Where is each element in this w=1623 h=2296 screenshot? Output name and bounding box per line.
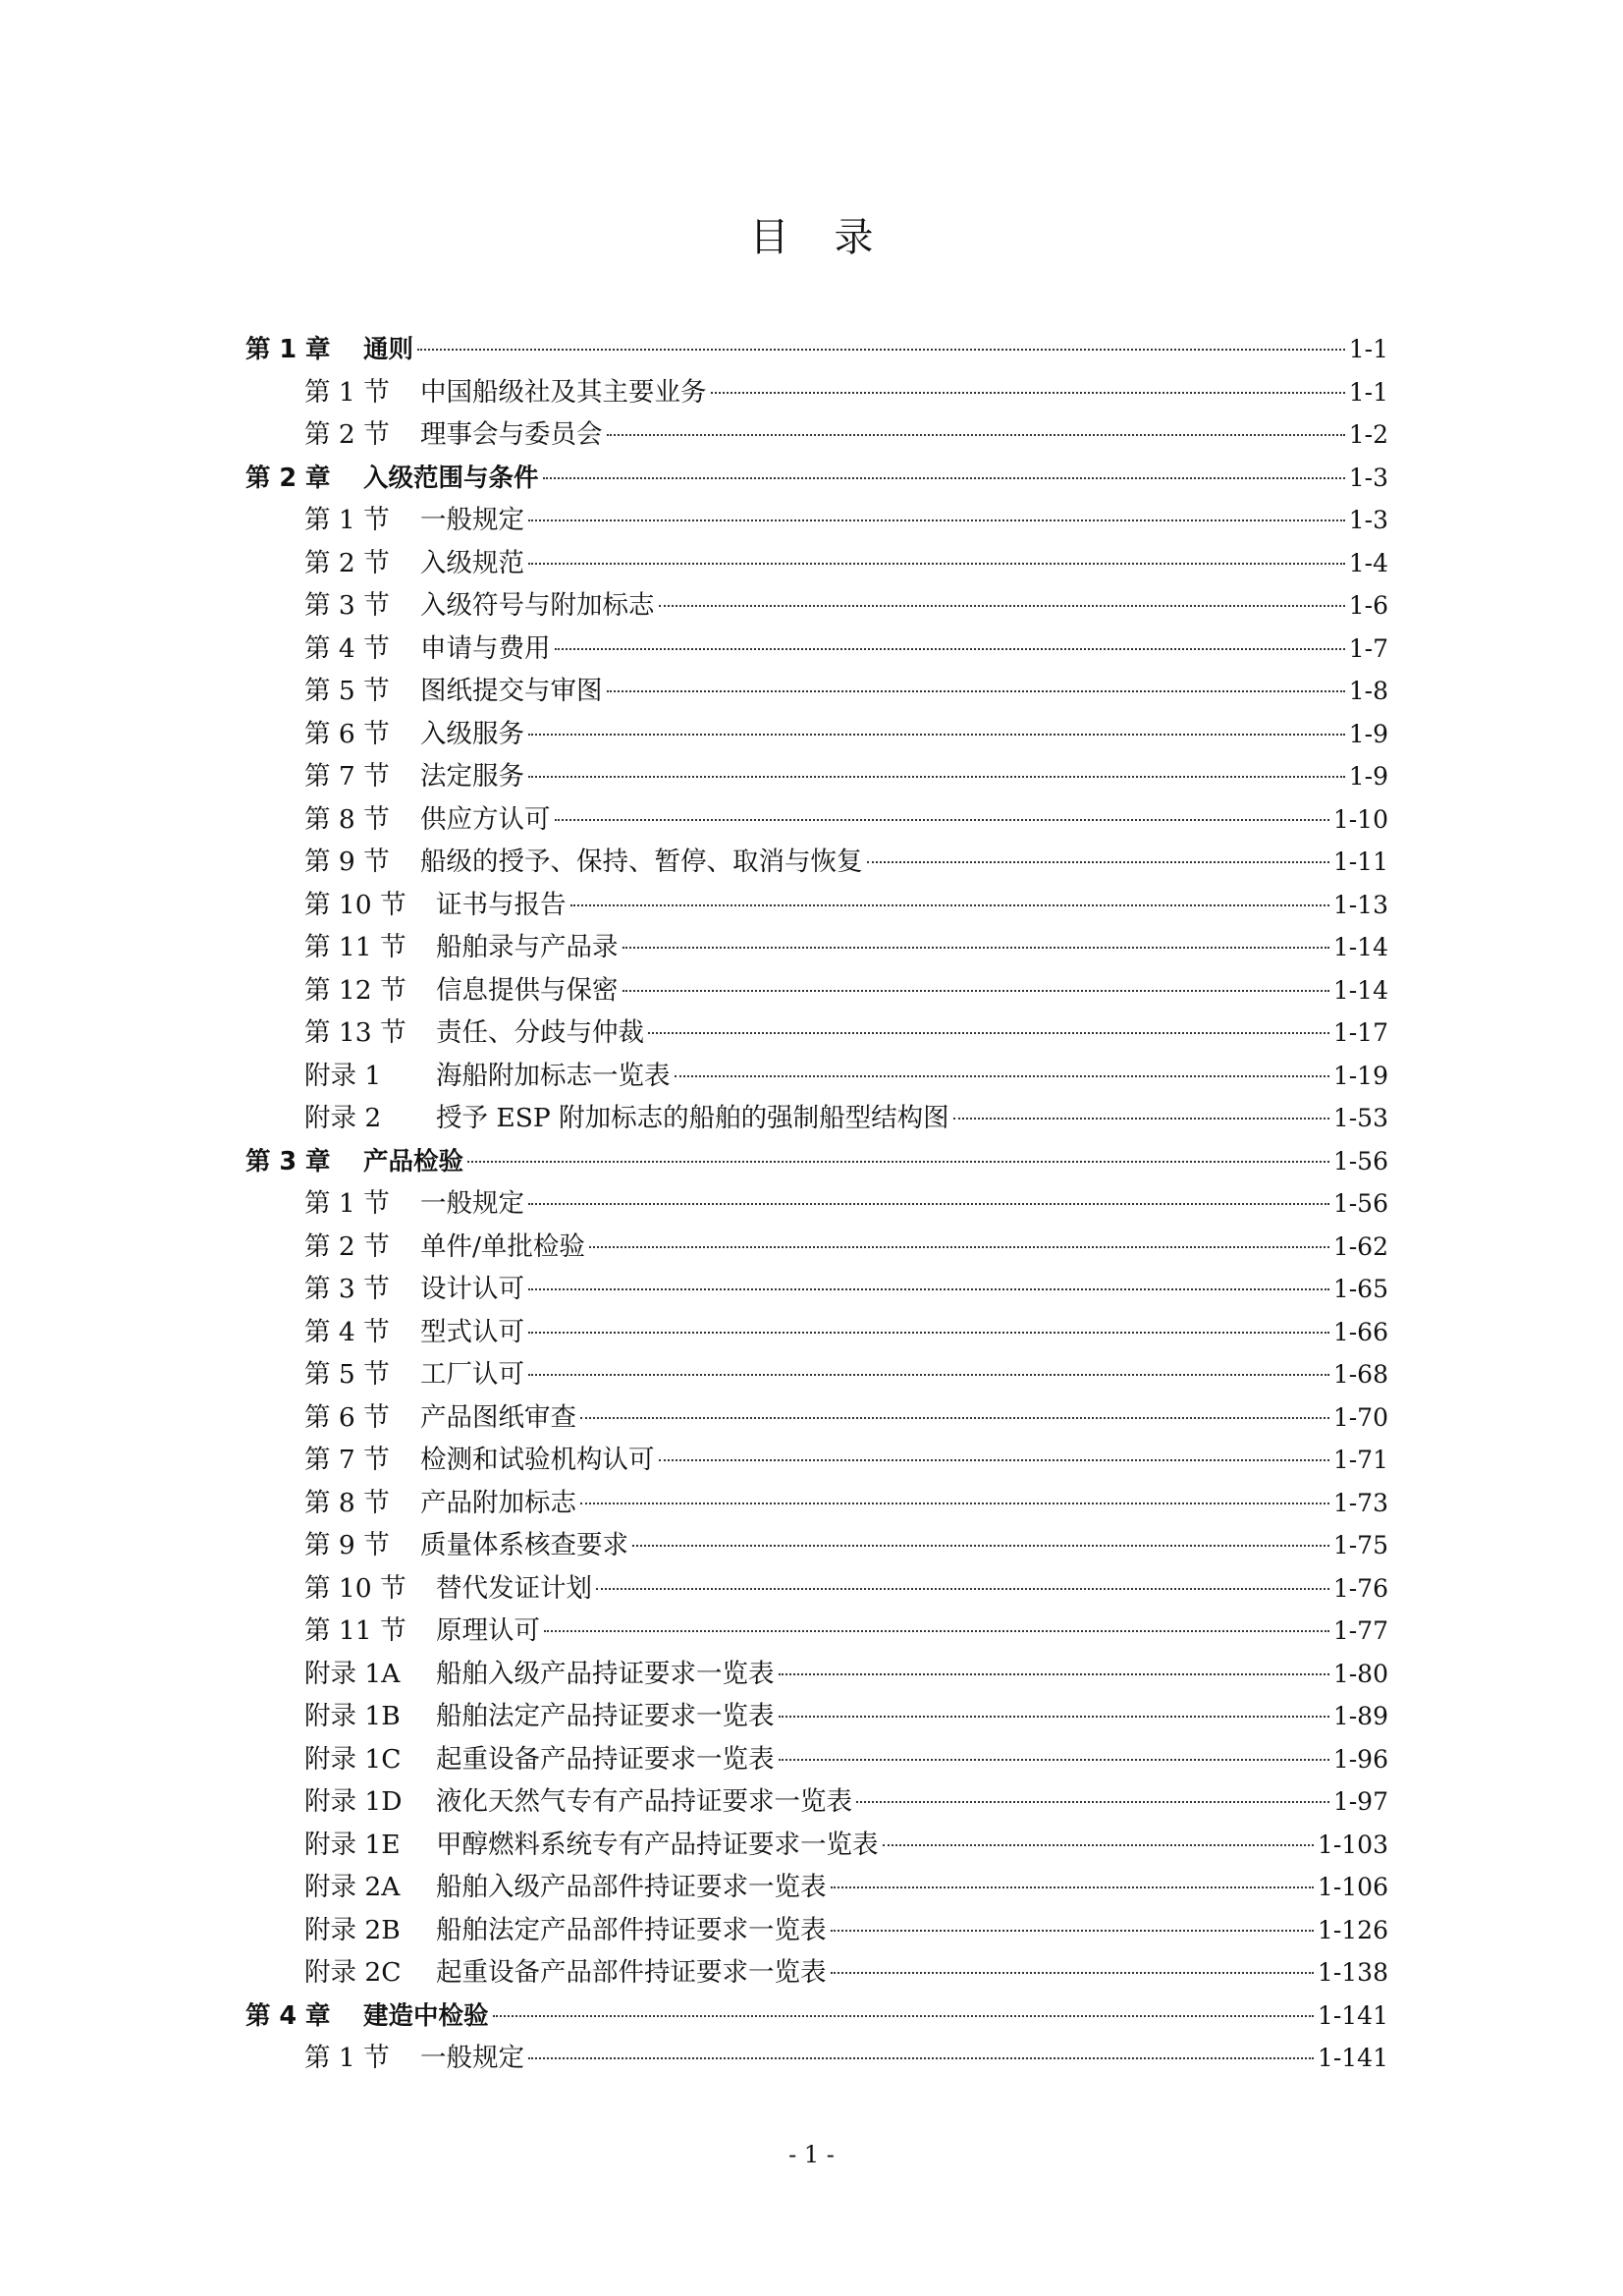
dot-leader xyxy=(622,990,1329,992)
toc-entry-title: 供应方认可 xyxy=(420,803,551,835)
toc-entry-page: 1-77 xyxy=(1332,1616,1388,1645)
toc-section-entry[interactable] xyxy=(245,926,1388,969)
toc-entry-page: 1-126 xyxy=(1317,1915,1388,1944)
toc-entry-page: 1-3 xyxy=(1348,506,1388,534)
toc-section-entry[interactable] xyxy=(245,1780,1388,1824)
dot-leader xyxy=(493,2015,1314,2017)
toc-entry-page: 1-1 xyxy=(1348,335,1388,363)
toc-entry-page: 1-89 xyxy=(1332,1702,1388,1730)
dot-leader xyxy=(580,1503,1329,1504)
toc-entry-page: 1-70 xyxy=(1332,1402,1388,1432)
toc-entry-label: 第 8 节 xyxy=(304,803,390,835)
toc-entry-page: 1-138 xyxy=(1317,1958,1388,1987)
toc-entry-label: 第 1 节 xyxy=(304,2043,390,2073)
toc-entry-page: 1-19 xyxy=(1332,1061,1388,1090)
toc-entry-title: 检测和试验机构认可 xyxy=(420,1445,655,1475)
toc-section-entry[interactable] xyxy=(245,413,1388,457)
toc-entry-label: 第 2 节 xyxy=(304,419,390,450)
toc-section-entry[interactable] xyxy=(245,969,1388,1012)
toc-entry-page: 1-66 xyxy=(1332,1317,1388,1346)
toc-entry-title: 单件/单批检验 xyxy=(420,1230,585,1262)
toc-entry-title: 法定服务 xyxy=(420,761,524,792)
toc-entry-title: 替代发证计划 xyxy=(436,1572,592,1604)
dot-leader xyxy=(867,861,1329,863)
dot-leader xyxy=(589,1246,1329,1248)
toc-section-entry[interactable] xyxy=(245,1824,1388,1867)
toc-entry-title: 工厂认可 xyxy=(420,1359,524,1390)
toc-entry-label: 第 1 章 xyxy=(245,335,331,364)
toc-section-entry[interactable] xyxy=(245,1524,1388,1567)
toc-entry-title: 一般规定 xyxy=(420,2043,524,2073)
toc-entry-label: 附录 2B xyxy=(304,1914,401,1945)
toc-entry-label: 第 10 节 xyxy=(304,1572,406,1604)
toc-entry-title: 授予 ESP 附加标志的船舶的强制船型结构图 xyxy=(436,1103,949,1133)
toc-entry-label: 附录 1C xyxy=(304,1743,402,1775)
dot-leader xyxy=(596,1588,1329,1590)
toc-entry-label: 第 2 节 xyxy=(304,547,390,578)
toc-entry-page: 1-141 xyxy=(1317,2000,1388,2030)
toc-entry-page: 1-9 xyxy=(1348,719,1388,748)
toc-section-entry[interactable] xyxy=(245,1182,1388,1226)
toc-entry-title: 入级服务 xyxy=(420,718,524,749)
dot-leader xyxy=(528,2057,1314,2059)
toc-entry-label: 第 13 节 xyxy=(304,1017,406,1048)
toc-entry-label: 第 3 节 xyxy=(304,590,390,621)
toc-section-entry[interactable] xyxy=(245,1011,1388,1055)
toc-entry-title: 起重设备产品部件持证要求一览表 xyxy=(436,1957,827,1988)
toc-entry-label: 附录 1D xyxy=(304,1786,403,1817)
dot-leader xyxy=(648,1032,1329,1034)
toc-entry-label: 第 4 节 xyxy=(304,632,390,664)
toc-entry-page: 1-13 xyxy=(1332,890,1388,919)
toc-entry-label: 第 11 节 xyxy=(304,1615,406,1646)
dot-leader xyxy=(528,563,1345,565)
toc-entry-title: 通则 xyxy=(363,335,414,364)
toc-section-entry[interactable] xyxy=(245,1055,1388,1098)
toc-section-entry[interactable] xyxy=(245,628,1388,671)
toc-section-entry[interactable] xyxy=(245,1695,1388,1738)
toc-chapter-entry[interactable] xyxy=(245,1995,1388,2038)
dot-leader xyxy=(779,1716,1329,1718)
toc-entry-title: 入级规范 xyxy=(420,547,524,578)
toc-entry-label: 第 9 节 xyxy=(304,847,390,877)
toc-section-entry[interactable] xyxy=(245,1738,1388,1781)
toc-section-entry[interactable] xyxy=(245,499,1388,542)
toc-entry-label: 第 11 节 xyxy=(304,932,406,962)
toc-entry-label: 第 2 章 xyxy=(245,463,331,493)
toc-entry-title: 产品附加标志 xyxy=(420,1487,576,1518)
toc-section-entry[interactable] xyxy=(245,2037,1388,2080)
toc-entry-page: 1-56 xyxy=(1332,1146,1388,1175)
toc-entry-title: 原理认可 xyxy=(436,1615,540,1646)
toc-entry-title: 海船附加标志一览表 xyxy=(436,1060,671,1091)
toc-entry-page: 1-68 xyxy=(1332,1360,1388,1389)
toc-section-entry[interactable] xyxy=(245,1909,1388,1952)
toc-entry-label: 第 1 节 xyxy=(304,376,390,408)
dot-leader xyxy=(622,947,1329,949)
dot-leader xyxy=(528,519,1345,521)
toc-section-entry[interactable] xyxy=(245,584,1388,628)
toc-entry-title: 起重设备产品持证要求一览表 xyxy=(436,1743,775,1775)
toc-entry-page: 1-4 xyxy=(1348,548,1388,577)
toc-section-entry[interactable] xyxy=(245,1567,1388,1611)
toc-entry-page: 1-76 xyxy=(1332,1573,1388,1603)
toc-entry-title: 船舶入级产品持证要求一览表 xyxy=(436,1658,775,1689)
toc-entry-label: 第 9 节 xyxy=(304,1530,390,1560)
dot-leader xyxy=(570,904,1329,906)
toc-entry-page: 1-65 xyxy=(1332,1275,1388,1303)
toc-entry-title: 设计认可 xyxy=(420,1274,524,1304)
toc-entry-title: 建造中检验 xyxy=(363,2000,489,2031)
dot-leader xyxy=(528,734,1345,736)
toc-section-entry[interactable] xyxy=(245,1439,1388,1482)
toc-entry-label: 附录 2C xyxy=(304,1957,402,1988)
toc-entry-title: 产品检验 xyxy=(363,1146,464,1176)
dot-leader xyxy=(467,1161,1329,1163)
toc-chapter-entry[interactable] xyxy=(245,328,1388,371)
toc-section-entry[interactable] xyxy=(245,371,1388,414)
toc-entry-page: 1-96 xyxy=(1332,1744,1388,1774)
toc-entry-page: 1-106 xyxy=(1317,1873,1388,1901)
toc-entry-page: 1-80 xyxy=(1332,1659,1388,1688)
dot-leader xyxy=(555,648,1345,650)
dot-leader xyxy=(831,1930,1314,1932)
toc-section-entry[interactable] xyxy=(245,1951,1388,1995)
toc-entry-title: 船舶入级产品部件持证要求一览表 xyxy=(436,1872,827,1902)
toc-section-entry[interactable] xyxy=(245,1268,1388,1311)
toc-entry-title: 中国船级社及其主要业务 xyxy=(420,376,707,408)
dot-leader xyxy=(528,1374,1329,1376)
dot-leader xyxy=(675,1075,1329,1077)
toc-entry-page: 1-10 xyxy=(1332,804,1388,834)
dot-leader xyxy=(580,1417,1329,1419)
dot-leader xyxy=(883,1844,1314,1846)
toc-entry-page: 1-17 xyxy=(1332,1018,1388,1047)
toc-entry-label: 第 8 节 xyxy=(304,1487,390,1518)
toc-entry-label: 附录 1E xyxy=(304,1829,401,1860)
toc-entry-title: 一般规定 xyxy=(420,1188,524,1219)
toc-section-entry[interactable] xyxy=(245,670,1388,713)
toc-entry-page: 1-56 xyxy=(1332,1189,1388,1218)
toc-entry-label: 第 10 节 xyxy=(304,889,406,920)
toc-entry-title: 船舶法定产品持证要求一览表 xyxy=(436,1701,775,1731)
toc-entry-page: 1-62 xyxy=(1332,1231,1388,1261)
toc-entry-page: 1-75 xyxy=(1332,1531,1388,1559)
dot-leader xyxy=(417,349,1345,351)
toc-entry-title: 申请与费用 xyxy=(420,632,551,664)
toc-section-entry[interactable] xyxy=(245,841,1388,884)
toc-entry-title: 证书与报告 xyxy=(436,889,567,920)
dot-leader xyxy=(831,1886,1314,1888)
dot-leader xyxy=(831,1972,1314,1974)
toc-entry-title: 液化天然气专有产品持证要求一览表 xyxy=(436,1786,852,1817)
toc-entry-page: 1-53 xyxy=(1332,1104,1388,1132)
dot-leader xyxy=(711,392,1345,394)
toc-entry-label: 第 5 节 xyxy=(304,1359,390,1390)
toc-entry-title: 船舶录与产品录 xyxy=(436,932,619,962)
toc-chapter-entry[interactable] xyxy=(245,457,1388,500)
dot-leader xyxy=(856,1801,1329,1803)
toc-entry-title: 质量体系核查要求 xyxy=(420,1530,628,1560)
toc-entry-title: 责任、分歧与仲裁 xyxy=(436,1017,644,1048)
toc-entry-title: 船级的授予、保持、暂停、取消与恢复 xyxy=(420,847,863,877)
toc-entry-page: 1-141 xyxy=(1317,2044,1388,2072)
toc-entry-label: 第 3 节 xyxy=(304,1274,390,1304)
toc-entry-title: 信息提供与保密 xyxy=(436,974,619,1006)
dot-leader xyxy=(528,1332,1329,1334)
toc-section-entry[interactable] xyxy=(245,884,1388,927)
dot-leader xyxy=(528,1203,1329,1205)
toc-entry-page: 1-73 xyxy=(1332,1488,1388,1517)
dot-leader xyxy=(543,477,1345,479)
toc-entry-label: 附录 2A xyxy=(304,1872,401,1902)
toc-entry-title: 型式认可 xyxy=(420,1316,524,1347)
toc-section-entry[interactable] xyxy=(245,1396,1388,1440)
page-title: 目录 xyxy=(749,215,919,260)
toc-entry-title: 产品图纸审查 xyxy=(420,1401,576,1433)
toc-entry-title: 理事会与委员会 xyxy=(420,419,603,450)
toc-entry-page: 1-9 xyxy=(1348,762,1388,791)
toc-entry-title: 船舶法定产品部件持证要求一览表 xyxy=(436,1914,827,1945)
toc-entry-page: 1-103 xyxy=(1317,1830,1388,1859)
toc-entry-page: 1-1 xyxy=(1348,377,1388,407)
toc-entry-label: 附录 1 xyxy=(304,1060,382,1091)
dot-leader xyxy=(528,1288,1329,1290)
toc-section-entry[interactable] xyxy=(245,755,1388,798)
toc-section-entry[interactable] xyxy=(245,1610,1388,1653)
toc-entry-page: 1-14 xyxy=(1332,933,1388,961)
toc-entry-label: 附录 1A xyxy=(304,1658,401,1689)
dot-leader xyxy=(528,776,1345,778)
toc-entry-page: 1-71 xyxy=(1332,1446,1388,1474)
dot-leader xyxy=(779,1759,1329,1761)
toc-entry-label: 第 1 节 xyxy=(304,505,390,535)
dot-leader xyxy=(779,1673,1329,1675)
toc-entry-page: 1-7 xyxy=(1348,633,1388,663)
toc-entry-page: 1-14 xyxy=(1332,975,1388,1005)
toc-section-entry[interactable] xyxy=(245,1226,1388,1269)
toc-section-entry[interactable] xyxy=(245,1866,1388,1909)
toc-entry-title: 甲醇燃料系统专有产品持证要求一览表 xyxy=(436,1829,879,1860)
toc-entry-label: 第 7 节 xyxy=(304,1445,390,1475)
toc-entry-label: 第 5 节 xyxy=(304,676,390,706)
dot-leader xyxy=(632,1545,1329,1547)
dot-leader xyxy=(555,819,1329,821)
toc-entry-page: 1-2 xyxy=(1348,420,1388,449)
toc-entry-label: 第 1 节 xyxy=(304,1188,390,1219)
page-number: - 1 - xyxy=(788,2141,835,2168)
dot-leader xyxy=(607,434,1345,436)
toc-section-entry[interactable] xyxy=(245,542,1388,585)
toc-entry-title: 图纸提交与审图 xyxy=(420,676,603,706)
toc-entry-label: 第 7 节 xyxy=(304,761,390,792)
toc-section-entry[interactable] xyxy=(245,1653,1388,1696)
toc-entry-page: 1-6 xyxy=(1348,591,1388,620)
toc-entry-label: 第 3 章 xyxy=(245,1146,331,1176)
toc-entry-page: 1-97 xyxy=(1332,1787,1388,1816)
dot-leader xyxy=(544,1630,1329,1632)
toc-entry-label: 第 6 节 xyxy=(304,1401,390,1433)
toc-entry-label: 第 4 章 xyxy=(245,2000,331,2031)
dot-leader xyxy=(607,690,1345,692)
toc-entry-page: 1-8 xyxy=(1348,677,1388,705)
table-of-contents xyxy=(245,328,1388,2080)
toc-entry-label: 第 4 节 xyxy=(304,1316,390,1347)
toc-entry-title: 入级范围与条件 xyxy=(363,463,539,493)
toc-entry-label: 第 2 节 xyxy=(304,1230,390,1262)
toc-entry-label: 附录 1B xyxy=(304,1701,401,1731)
toc-entry-title: 一般规定 xyxy=(420,505,524,535)
toc-entry-page: 1-11 xyxy=(1332,847,1388,876)
toc-entry-page: 1-3 xyxy=(1348,463,1388,492)
toc-section-entry[interactable] xyxy=(245,798,1388,842)
toc-entry-title: 入级符号与附加标志 xyxy=(420,590,655,621)
toc-chapter-entry[interactable] xyxy=(245,1140,1388,1183)
toc-entry-label: 第 12 节 xyxy=(304,974,406,1006)
dot-leader xyxy=(953,1118,1329,1120)
toc-section-entry[interactable] xyxy=(245,1097,1388,1140)
dot-leader xyxy=(659,1459,1329,1461)
toc-section-entry[interactable] xyxy=(245,1353,1388,1396)
toc-section-entry[interactable] xyxy=(245,713,1388,756)
toc-section-entry[interactable] xyxy=(245,1311,1388,1354)
toc-entry-label: 第 6 节 xyxy=(304,718,390,749)
toc-section-entry[interactable] xyxy=(245,1482,1388,1525)
toc-entry-label: 附录 2 xyxy=(304,1103,382,1133)
dot-leader xyxy=(659,605,1345,607)
